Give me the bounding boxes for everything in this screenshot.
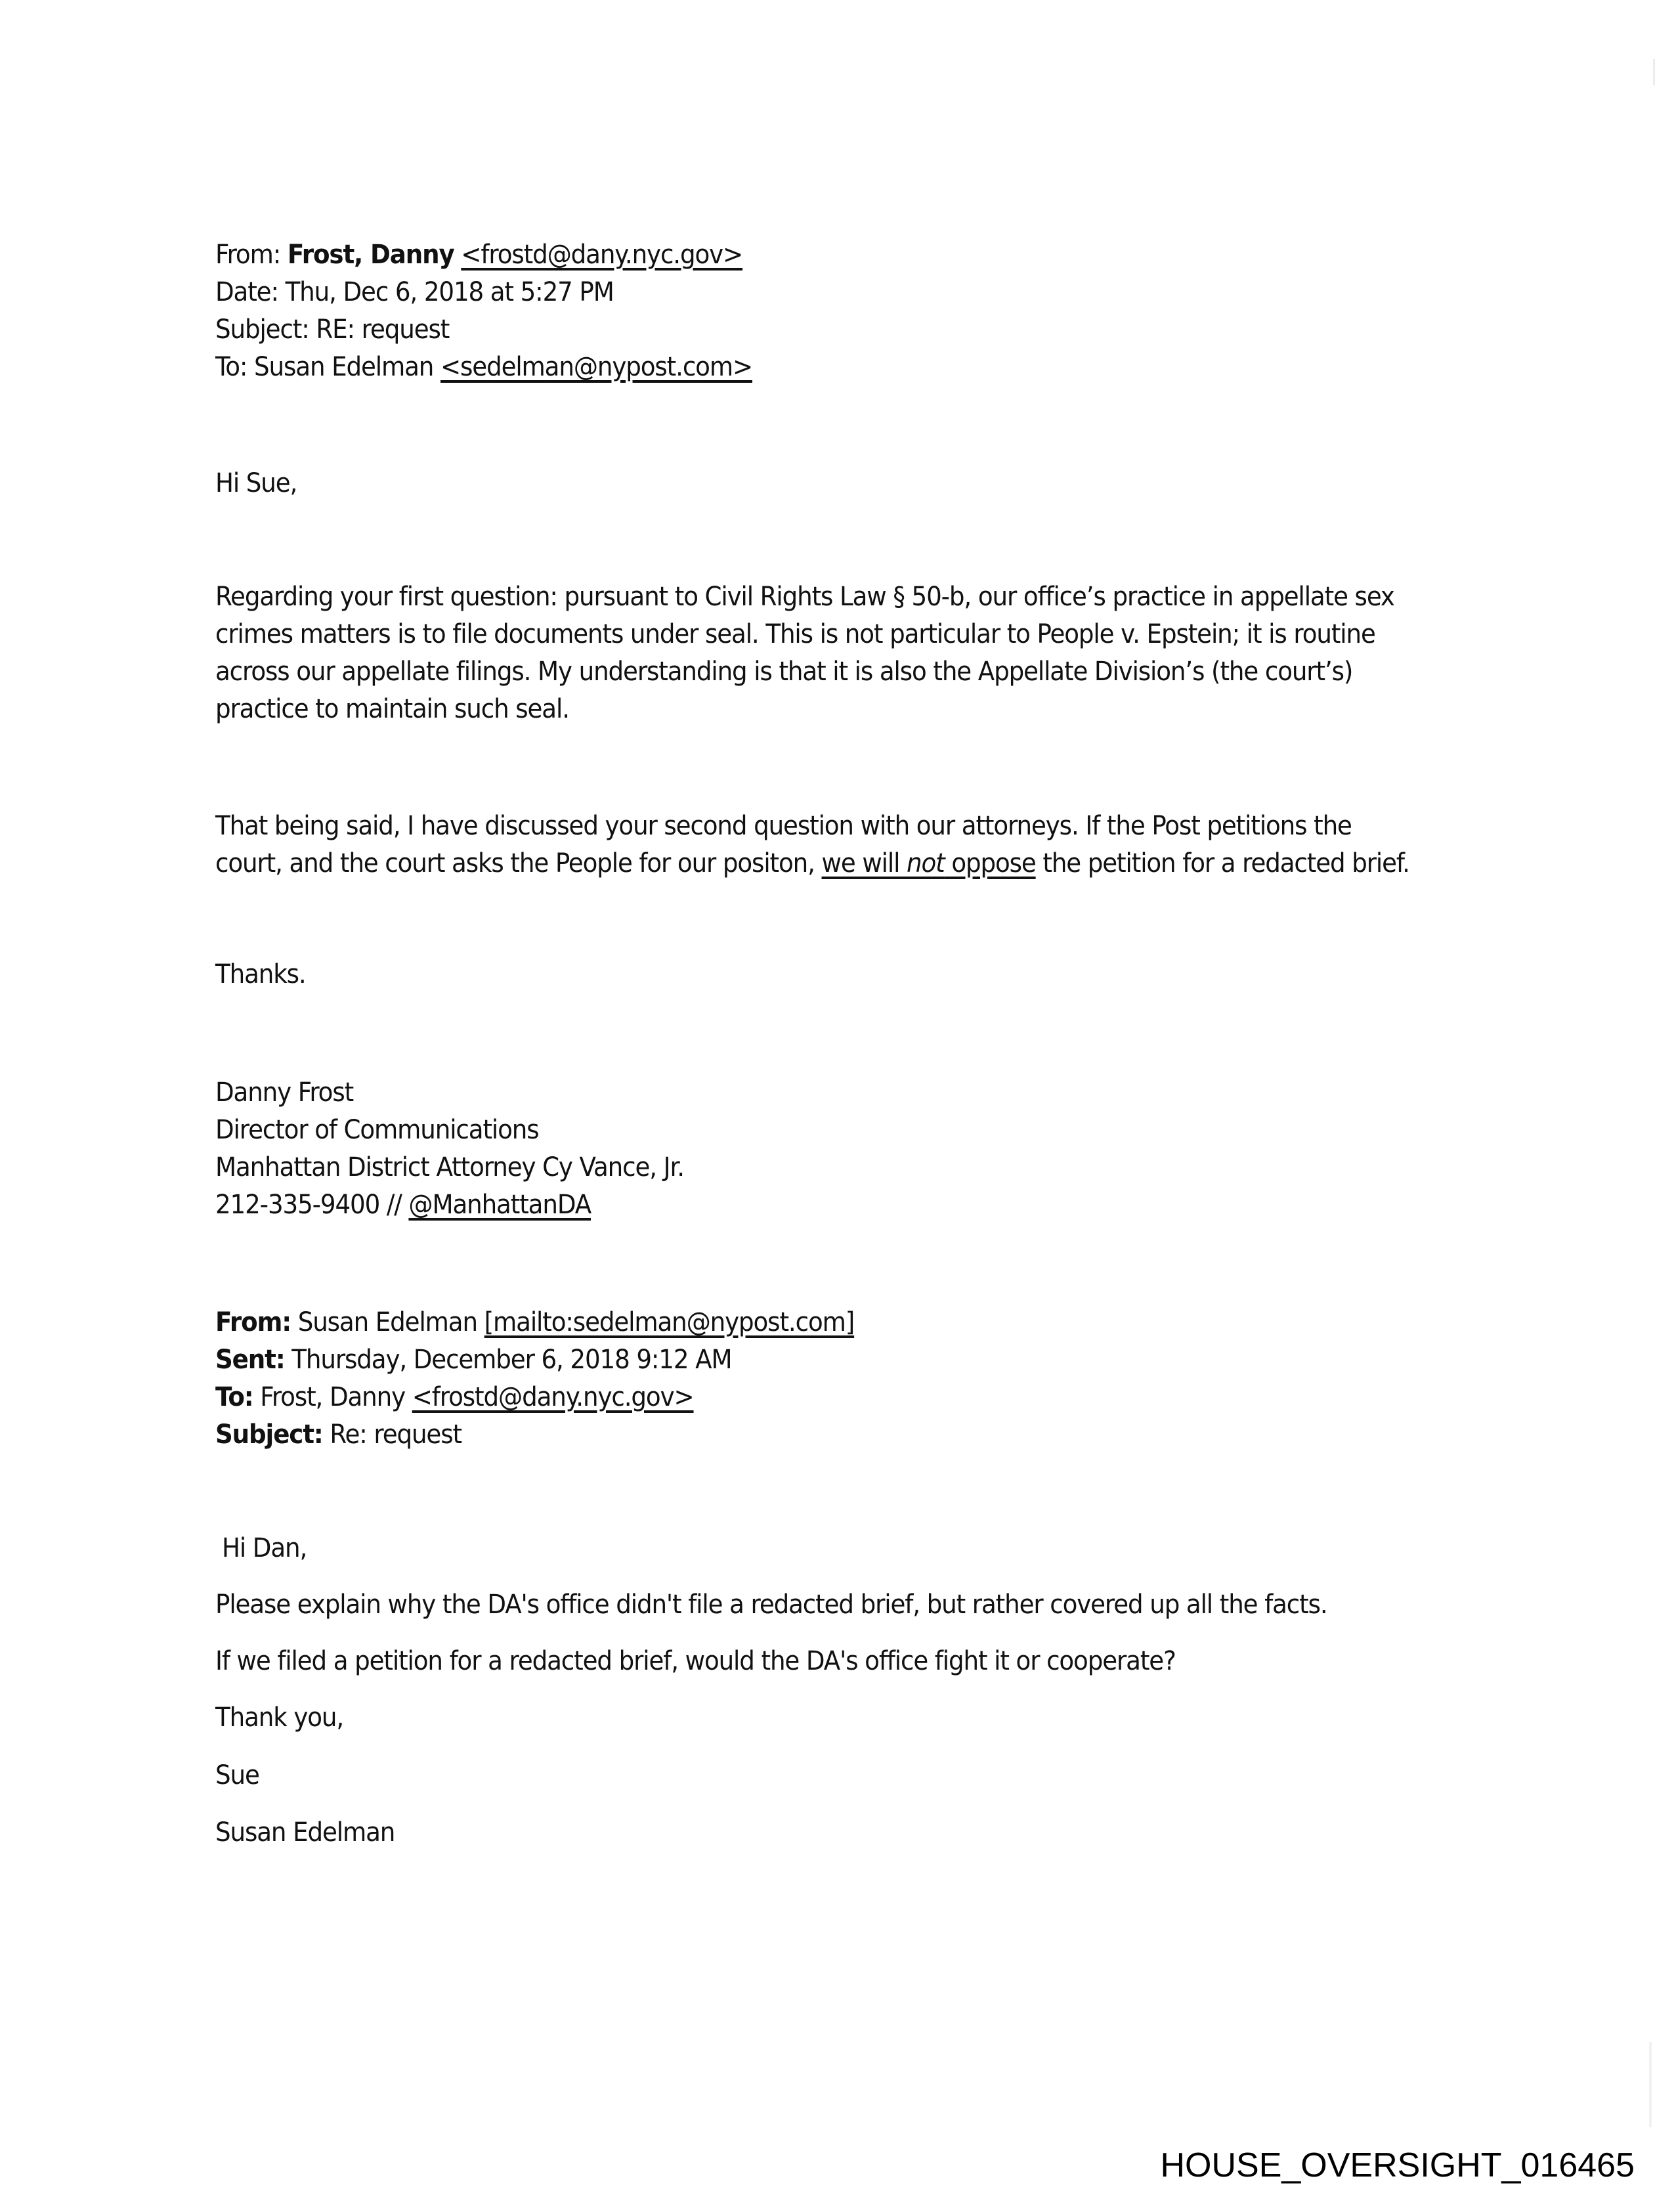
bates-number: HOUSE_OVERSIGHT_016465 xyxy=(1160,2146,1635,2184)
paragraph2-text: court, and the court asks the People for our positon, xyxy=(215,848,822,878)
emphasis-we-will-not-oppose xyxy=(822,848,1036,878)
original-signoff: Sue xyxy=(215,1760,259,1790)
reply-closing: Thanks. xyxy=(215,959,306,989)
emphasis-text: we will xyxy=(821,848,907,878)
paragraph1-line: across our appellate filings. My understanding is that it is also the Appellate Division’s (the court’s) xyxy=(215,657,1353,687)
from-label: From: xyxy=(215,1307,291,1337)
original-sent-line xyxy=(215,1343,731,1377)
from-label: From: xyxy=(215,240,288,270)
paragraph1-line: Regarding your first question: pursuant to Civil Rights Law § 50-b, our office’s practice in appellate sex xyxy=(215,582,1394,612)
signature-org: Manhattan District Attorney Cy Vance, Jr. xyxy=(215,1152,684,1182)
scan-artifact xyxy=(1653,59,1655,85)
subject-label: Subject: xyxy=(215,1420,323,1450)
reply-date-line: Date: Thu, Dec 6, 2018 at 5:27 PM xyxy=(215,277,614,307)
original-subject-line xyxy=(215,1418,461,1452)
twitter-handle-link[interactable]: @ManhattanDA xyxy=(408,1190,591,1220)
to-email-link[interactable]: <sedelman@nypost.com> xyxy=(440,352,753,382)
paragraph2-line: That being said, I have discussed your second question with our attorneys. If the Post petitions the xyxy=(215,811,1352,841)
sent-value: Thursday, December 6, 2018 9:12 AM xyxy=(284,1345,732,1375)
from-email-link[interactable]: <frostd@dany.nyc.gov> xyxy=(461,240,743,270)
original-closing: Thank you, xyxy=(215,1702,344,1733)
to-label: To: xyxy=(215,1382,253,1412)
paragraph2-text: the petition for a redacted brief. xyxy=(1035,848,1409,878)
emphasis-text: oppose xyxy=(944,848,1036,878)
reply-to-line xyxy=(215,350,752,384)
original-signature-name: Susan Edelman xyxy=(215,1817,395,1848)
original-body-line: Please explain why the DA's office didn't file a redacted brief, but rather covered up all the facts. xyxy=(215,1590,1327,1620)
from-name: Frost, Danny xyxy=(287,240,454,270)
signature-phone: 212-335-9400 // xyxy=(215,1190,409,1220)
paragraph2-line xyxy=(215,846,1409,880)
to-label: To: Susan Edelman xyxy=(215,352,440,382)
reply-greeting: Hi Sue, xyxy=(215,468,297,498)
signature-name: Danny Frost xyxy=(215,1077,354,1108)
emphasis-italic: not xyxy=(907,848,945,878)
to-value: Frost, Danny xyxy=(253,1382,412,1412)
reply-subject-line: Subject: RE: request xyxy=(215,314,450,345)
sent-label: Sent: xyxy=(215,1345,285,1375)
original-body-line: If we filed a petition for a redacted brief, would the DA's office fight it or cooperate? xyxy=(215,1646,1176,1676)
subject-value: Re: request xyxy=(322,1420,461,1450)
scan-artifact xyxy=(1649,2042,1652,2127)
signature-title: Director of Communications xyxy=(215,1115,539,1145)
to-email-link[interactable]: <frostd@dany.nyc.gov> xyxy=(412,1382,694,1412)
reply-from-line xyxy=(215,238,742,272)
signature-contact xyxy=(215,1188,591,1222)
paragraph1-line: crimes matters is to file documents under seal. This is not particular to People v. Epstein; it is routine xyxy=(215,619,1375,649)
paragraph1-line: practice to maintain such seal. xyxy=(215,694,569,724)
original-from-line xyxy=(215,1305,854,1339)
original-to-line xyxy=(215,1380,694,1414)
mailto-link[interactable]: [mailto:sedelman@nypost.com] xyxy=(484,1307,855,1337)
original-greeting: Hi Dan, xyxy=(222,1533,307,1563)
from-value: Susan Edelman xyxy=(291,1307,484,1337)
